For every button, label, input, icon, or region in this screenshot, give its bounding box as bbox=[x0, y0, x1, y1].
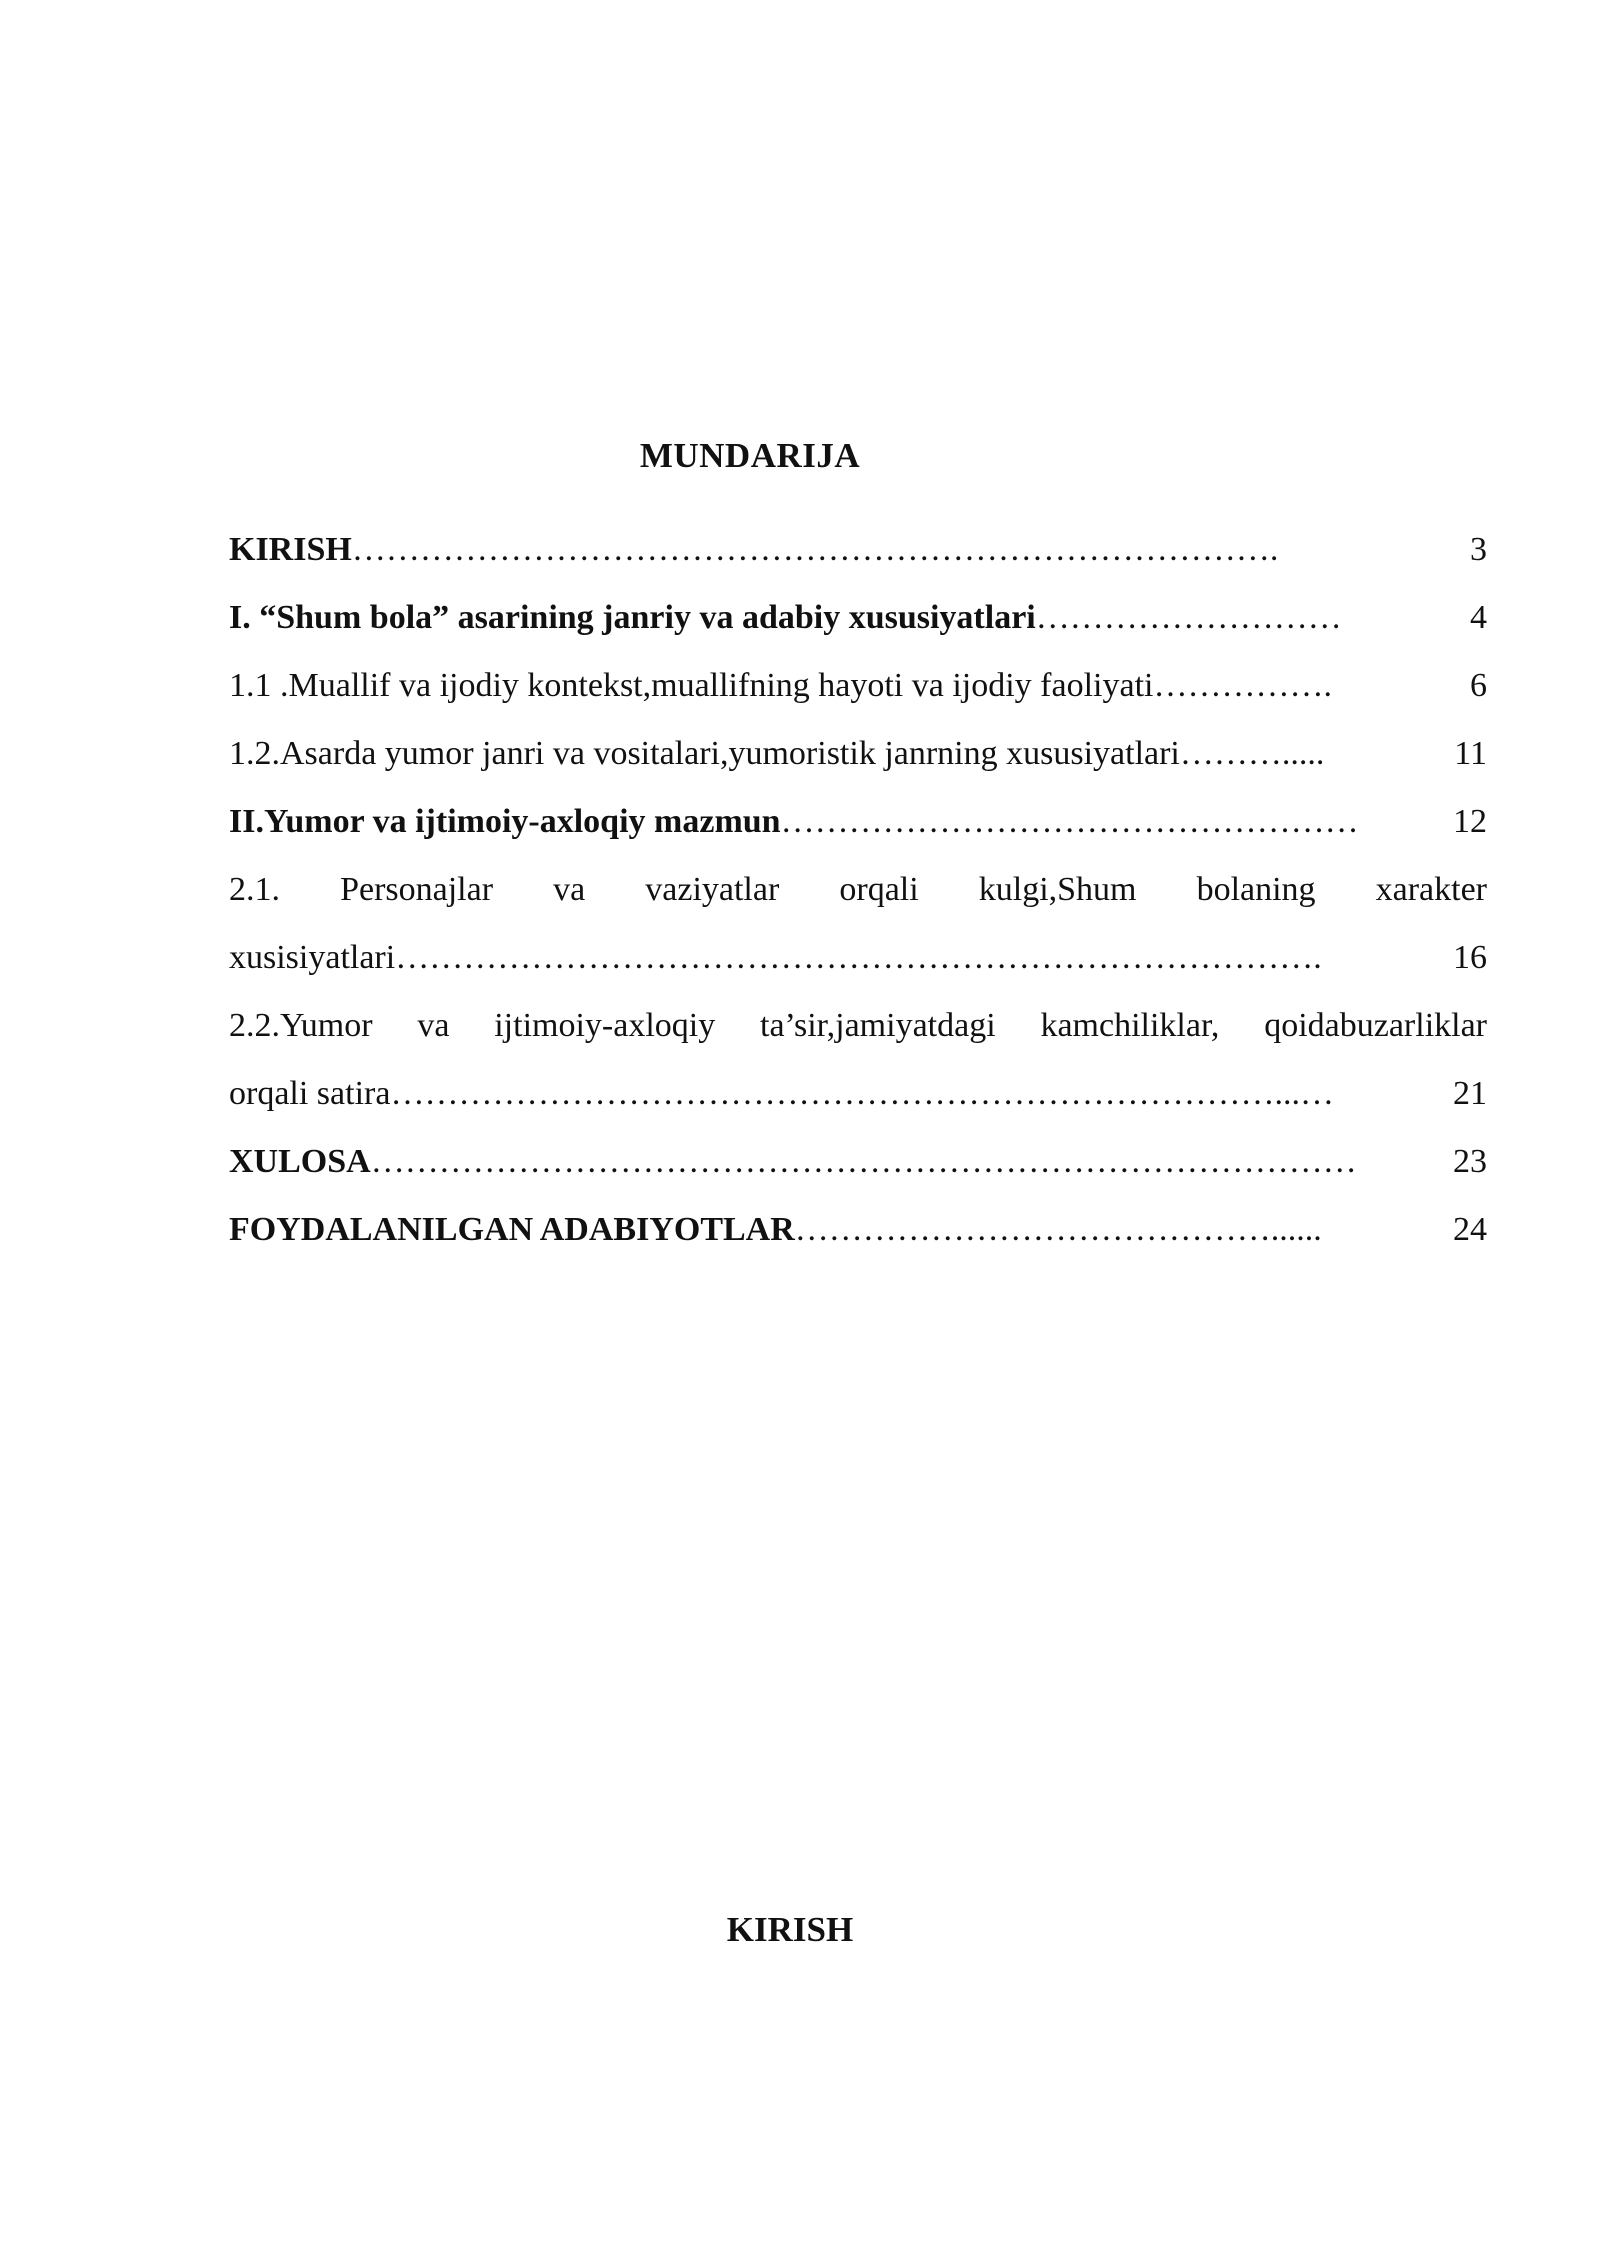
toc-page-number: 6 bbox=[1470, 667, 1487, 704]
toc-leader: …………………………………………… bbox=[780, 803, 1359, 840]
toc-leader: ……………. bbox=[1153, 667, 1332, 704]
toc-leader: ……………………… bbox=[1035, 599, 1342, 636]
toc-entry-section-1-2 bbox=[229, 734, 1487, 802]
toc-page-number: 16 bbox=[1453, 939, 1487, 976]
toc-entry-text: I. “Shum bola” asarining janriy va adabiy xususiyatlari bbox=[229, 599, 1036, 636]
toc-leader: ……………………………………………………………………...… bbox=[390, 1075, 1334, 1112]
toc-entry-section-1-1 bbox=[229, 666, 1487, 734]
toc-page-number: 23 bbox=[1453, 1143, 1487, 1180]
toc-entry-chapter-2 bbox=[229, 802, 1487, 870]
toc-page-number: 12 bbox=[1453, 803, 1487, 840]
toc-entry-text: 2.1. Personajlar va vaziyatlar orqali kulgi,Shum bolaning xarakter bbox=[229, 871, 1487, 908]
toc-page-number: 3 bbox=[1470, 531, 1487, 568]
toc-entry-section-2-2-cont bbox=[229, 1074, 1487, 1142]
toc-entry-text: KIRISH bbox=[229, 531, 352, 568]
toc-leader: ………..... bbox=[1179, 735, 1325, 772]
toc-page-number: 11 bbox=[1454, 735, 1487, 772]
toc-page-number: 24 bbox=[1453, 1211, 1487, 1248]
section-heading-kirish: KIRISH bbox=[726, 1910, 854, 1949]
toc-entry-section-2-1 bbox=[229, 870, 1487, 938]
toc-entry-text: 1.1 .Muallif va ijodiy kontekst,muallifning hayoti va ijodiy faoliyati bbox=[229, 667, 1154, 704]
toc-page-number: 21 bbox=[1453, 1075, 1487, 1112]
toc-entry-section-2-1-cont bbox=[229, 938, 1487, 1006]
toc-entry-text: FOYDALANILGAN ADABIYOTLAR bbox=[229, 1211, 795, 1248]
toc-entry-section-2-2 bbox=[229, 1006, 1487, 1074]
toc-entry-text: 2.2.Yumor va ijtimoiy-axloqiy ta’sir,jamiyatdagi kamchiliklar, qoidabuzarliklar bbox=[229, 1007, 1487, 1044]
toc-page-number: 4 bbox=[1470, 599, 1487, 636]
toc-leader: ………………………………………………………………………. bbox=[351, 531, 1279, 568]
toc-entry-kirish bbox=[229, 530, 1487, 598]
toc-entry-xulosa bbox=[229, 1142, 1487, 1210]
toc-entry-text: 1.2.Asarda yumor janri va vositalari,yumoristik janrning xususiyatlari bbox=[229, 735, 1180, 772]
toc-entry-text: XULOSA bbox=[229, 1143, 371, 1180]
toc-leader: …………………………………………………………………………… bbox=[370, 1143, 1357, 1180]
toc-title: MUNDARIJA bbox=[639, 436, 861, 475]
toc-entry-text: II.Yumor va ijtimoiy-axloqiy mazmun bbox=[229, 803, 781, 840]
toc-entry-bibliography bbox=[229, 1210, 1487, 1278]
toc-entry-text: xusisiyatlari bbox=[229, 939, 396, 976]
table-of-contents bbox=[229, 530, 1487, 1278]
toc-entry-chapter-1 bbox=[229, 598, 1487, 666]
toc-leader: ………………………………………………………………………. bbox=[395, 939, 1322, 976]
toc-entry-text: orqali satira bbox=[229, 1075, 391, 1112]
toc-leader: ……………………………………...... bbox=[794, 1211, 1322, 1248]
